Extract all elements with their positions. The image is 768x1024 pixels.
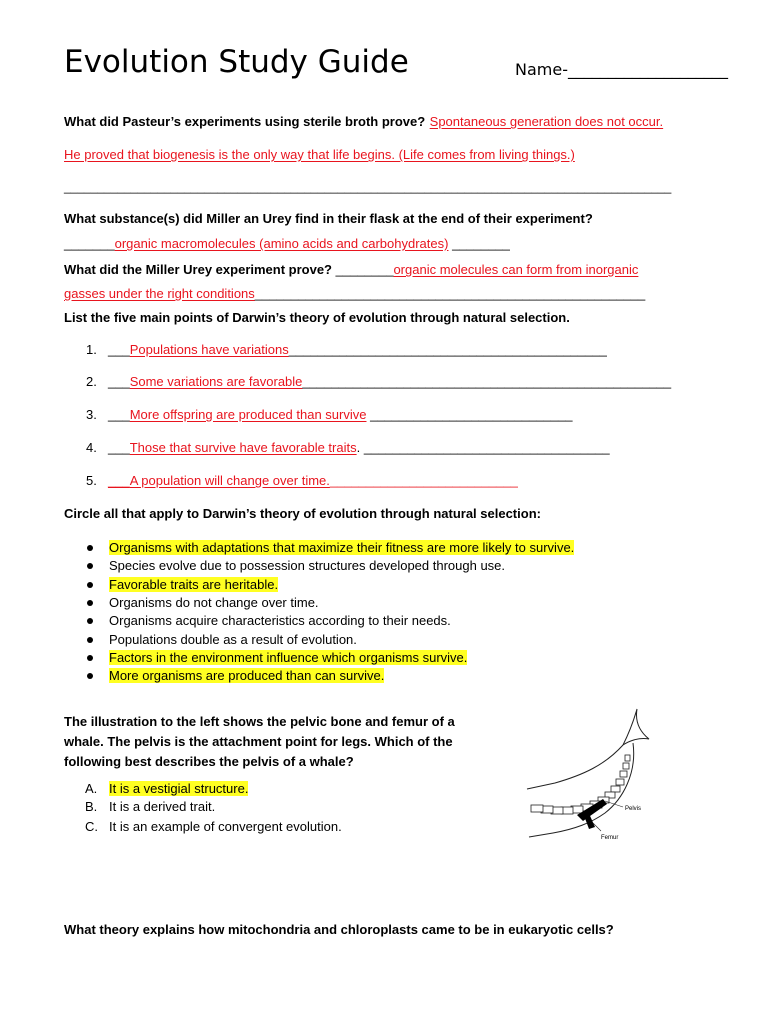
question-whale-pelvis (64, 712, 455, 772)
trail-blank: ___________________________________________________ (302, 374, 672, 389)
pelvis-label: Pelvis (625, 806, 642, 812)
item-number: 2. (86, 374, 97, 389)
option-text: It is a derived trait. (109, 799, 216, 814)
bullet-icon (87, 673, 93, 679)
list-item (86, 342, 607, 357)
trail-blank: ____________________________________________ (288, 342, 607, 357)
statement-item (109, 577, 278, 592)
statement-text: Species evolve due to possession structures developed through use. (109, 558, 506, 574)
statement-item (109, 613, 451, 628)
answer-blank-line: ___________________________________________________________________________________________ (64, 180, 672, 194)
lead-blank: ___ (108, 407, 130, 422)
bullet-icon (87, 637, 93, 643)
question-line: following best describes the pelvis of a whale? (64, 754, 354, 769)
item-number: 3. (86, 407, 97, 422)
answer-text: Those that survive have favorable traits (129, 440, 357, 455)
answer-line-substances (64, 236, 510, 251)
lead-blank: ___ (108, 440, 130, 455)
option-item (85, 799, 215, 814)
question-miller-urey-substances: What substance(s) did Miller an Urey find in their flask at the end of their experiment? (64, 211, 593, 226)
trail-blank: ______________________________________________________ (254, 286, 646, 301)
list-item (86, 440, 610, 455)
question-text: What did the Miller Urey experiment prove? (64, 262, 332, 277)
question-circle-darwin: Circle all that apply to Darwin’s theory of evolution through natural selection: (64, 506, 541, 521)
whale-pelvis-illustration (525, 703, 705, 853)
option-item (85, 819, 342, 834)
statement-text: Favorable traits are heritable. (109, 576, 279, 592)
bullet-icon (87, 563, 93, 569)
item-number: 4. (86, 440, 97, 455)
lead-blank: ________ (332, 262, 394, 277)
answer-line-prove-continued (64, 286, 645, 301)
bullet-icon (87, 582, 93, 588)
trail-blank: ____________________________ (366, 407, 573, 422)
statement-item (109, 650, 467, 665)
name-line: ____________________ (567, 60, 728, 79)
bullet-icon (87, 545, 93, 551)
statement-item (109, 632, 357, 647)
option-item (85, 781, 248, 796)
answer-text: Populations have variations (129, 342, 289, 357)
question-line: whale. The pelvis is the attachment point for legs. Which of the (64, 734, 453, 749)
option-letter: A. (85, 781, 98, 796)
statement-text: Populations double as a result of evolution. (109, 631, 357, 647)
lead-blank: ___ (108, 374, 130, 389)
femur-label: Femur (601, 835, 619, 841)
question-endosymbiotic: What theory explains how mitochondria and chloroplasts came to be in eukaryotic cells? (64, 922, 614, 937)
answer-text: A population will change over time. (129, 473, 330, 488)
statement-item (109, 595, 319, 610)
statement-text: Organisms do not change over time. (109, 594, 319, 610)
option-letter: B. (85, 799, 98, 814)
option-text: It is an example of convergent evolution. (109, 819, 342, 834)
list-item (86, 407, 573, 422)
statement-text: Organisms with adaptations that maximize their fitness are more likely to survive. (109, 540, 575, 555)
statement-text: More organisms are produced than can survive. (109, 668, 385, 684)
name-label: Name- (515, 60, 568, 79)
bullet-icon (87, 600, 93, 606)
statement-text: Factors in the environment influence which organisms survive. (109, 649, 468, 665)
option-letter: C. (85, 819, 98, 834)
statement-item (109, 540, 574, 555)
list-item (86, 374, 671, 389)
statement-item (109, 558, 505, 573)
answer-text: organic macromolecules (amino acids and carbohydrates) (114, 236, 449, 251)
page-title: Evolution Study Guide (64, 44, 409, 80)
lead-blank: _______ (64, 236, 115, 251)
bullet-icon (87, 618, 93, 624)
answer-text-continued: He proved that biogenesis is the only way that life begins. (Life comes from living things.) (64, 147, 575, 162)
statement-text: Organisms acquire characteristics according to their needs. (109, 613, 451, 629)
question-pasteur (64, 113, 663, 131)
bullet-icon (87, 655, 93, 661)
question-miller-urey-prove (64, 261, 638, 279)
answer-text: Some variations are favorable (129, 374, 303, 389)
answer-text: More offspring are produced than survive (129, 407, 367, 422)
item-number: 5. (86, 473, 97, 488)
trail-blank: ________ (448, 236, 510, 251)
answer-text: Spontaneous generation does not occur. (429, 114, 664, 129)
lead-blank: ___ (108, 342, 130, 357)
question-darwin-points: List the five main points of Darwin’s theory of evolution through natural selection. (64, 310, 570, 325)
item-number: 1. (86, 342, 97, 357)
trail-blank: __________________________ (329, 473, 518, 488)
list-item (86, 473, 518, 488)
answer-text: organic molecules can form from inorganic (393, 262, 639, 277)
question-text: What did Pasteur’s experiments using sterile broth prove? (64, 114, 426, 129)
question-line: The illustration to the left shows the pelvic bone and femur of a (64, 714, 455, 729)
statement-item (109, 668, 384, 683)
lead-blank: ___ (108, 473, 130, 488)
name-field (515, 60, 728, 79)
option-text: It is a vestigial structure. (109, 781, 249, 796)
trail-blank: . __________________________________ (356, 440, 610, 455)
answer-text-continued: gasses under the right conditions (64, 286, 255, 301)
